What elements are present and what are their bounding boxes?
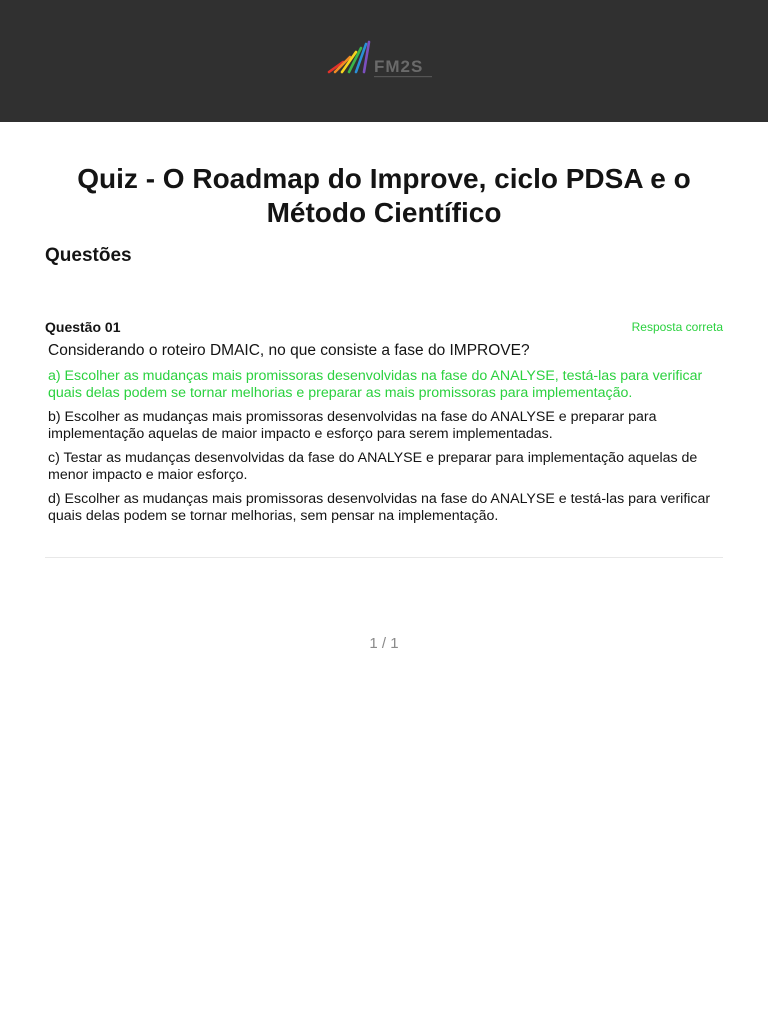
option-b: b) Escolher as mudanças mais promissoras desenvolvidas na fase do ANALYSE e preparar para implementação aquelas de maior impacto e esforço para serem implementadas. [48,409,657,442]
option-d: d) Escolher as mudanças mais promissoras desenvolvidas na fase do ANALYSE e testá-las para verificar quais delas podem se tornar melhorias, sem pensar na implementação. [48,491,711,524]
question-card [45,318,723,532]
page-title: Quiz - O Roadmap do Improve, ciclo PDSA e o Método Científico [77,163,691,228]
question-text: Considerando o roteiro DMAIC, no que consiste a fase do IMPROVE? [48,342,530,359]
question-number: Questão 01 [45,319,121,335]
answer-status: Resposta correta [631,320,723,334]
option-a: a) Escolher as mudanças mais promissoras desenvolvidas na fase do ANALYSE, testá-las para verificar quais delas podem se tornar melhorias e preparar as mais promissoras para implementação. [48,368,703,401]
divider [45,557,723,558]
logo-text: FM2S [374,57,424,76]
header-bar [0,0,768,122]
option-c: c) Testar as mudanças desenvolvidas da fase do ANALYSE e preparar para implementação aquelas de menor impacto e maior esforço. [48,450,698,483]
question-header [45,318,723,338]
page-indicator: 1 / 1 [369,635,399,652]
section-heading: Questões [45,245,132,266]
answer-options [48,368,723,525]
fm2s-logo [326,38,438,82]
